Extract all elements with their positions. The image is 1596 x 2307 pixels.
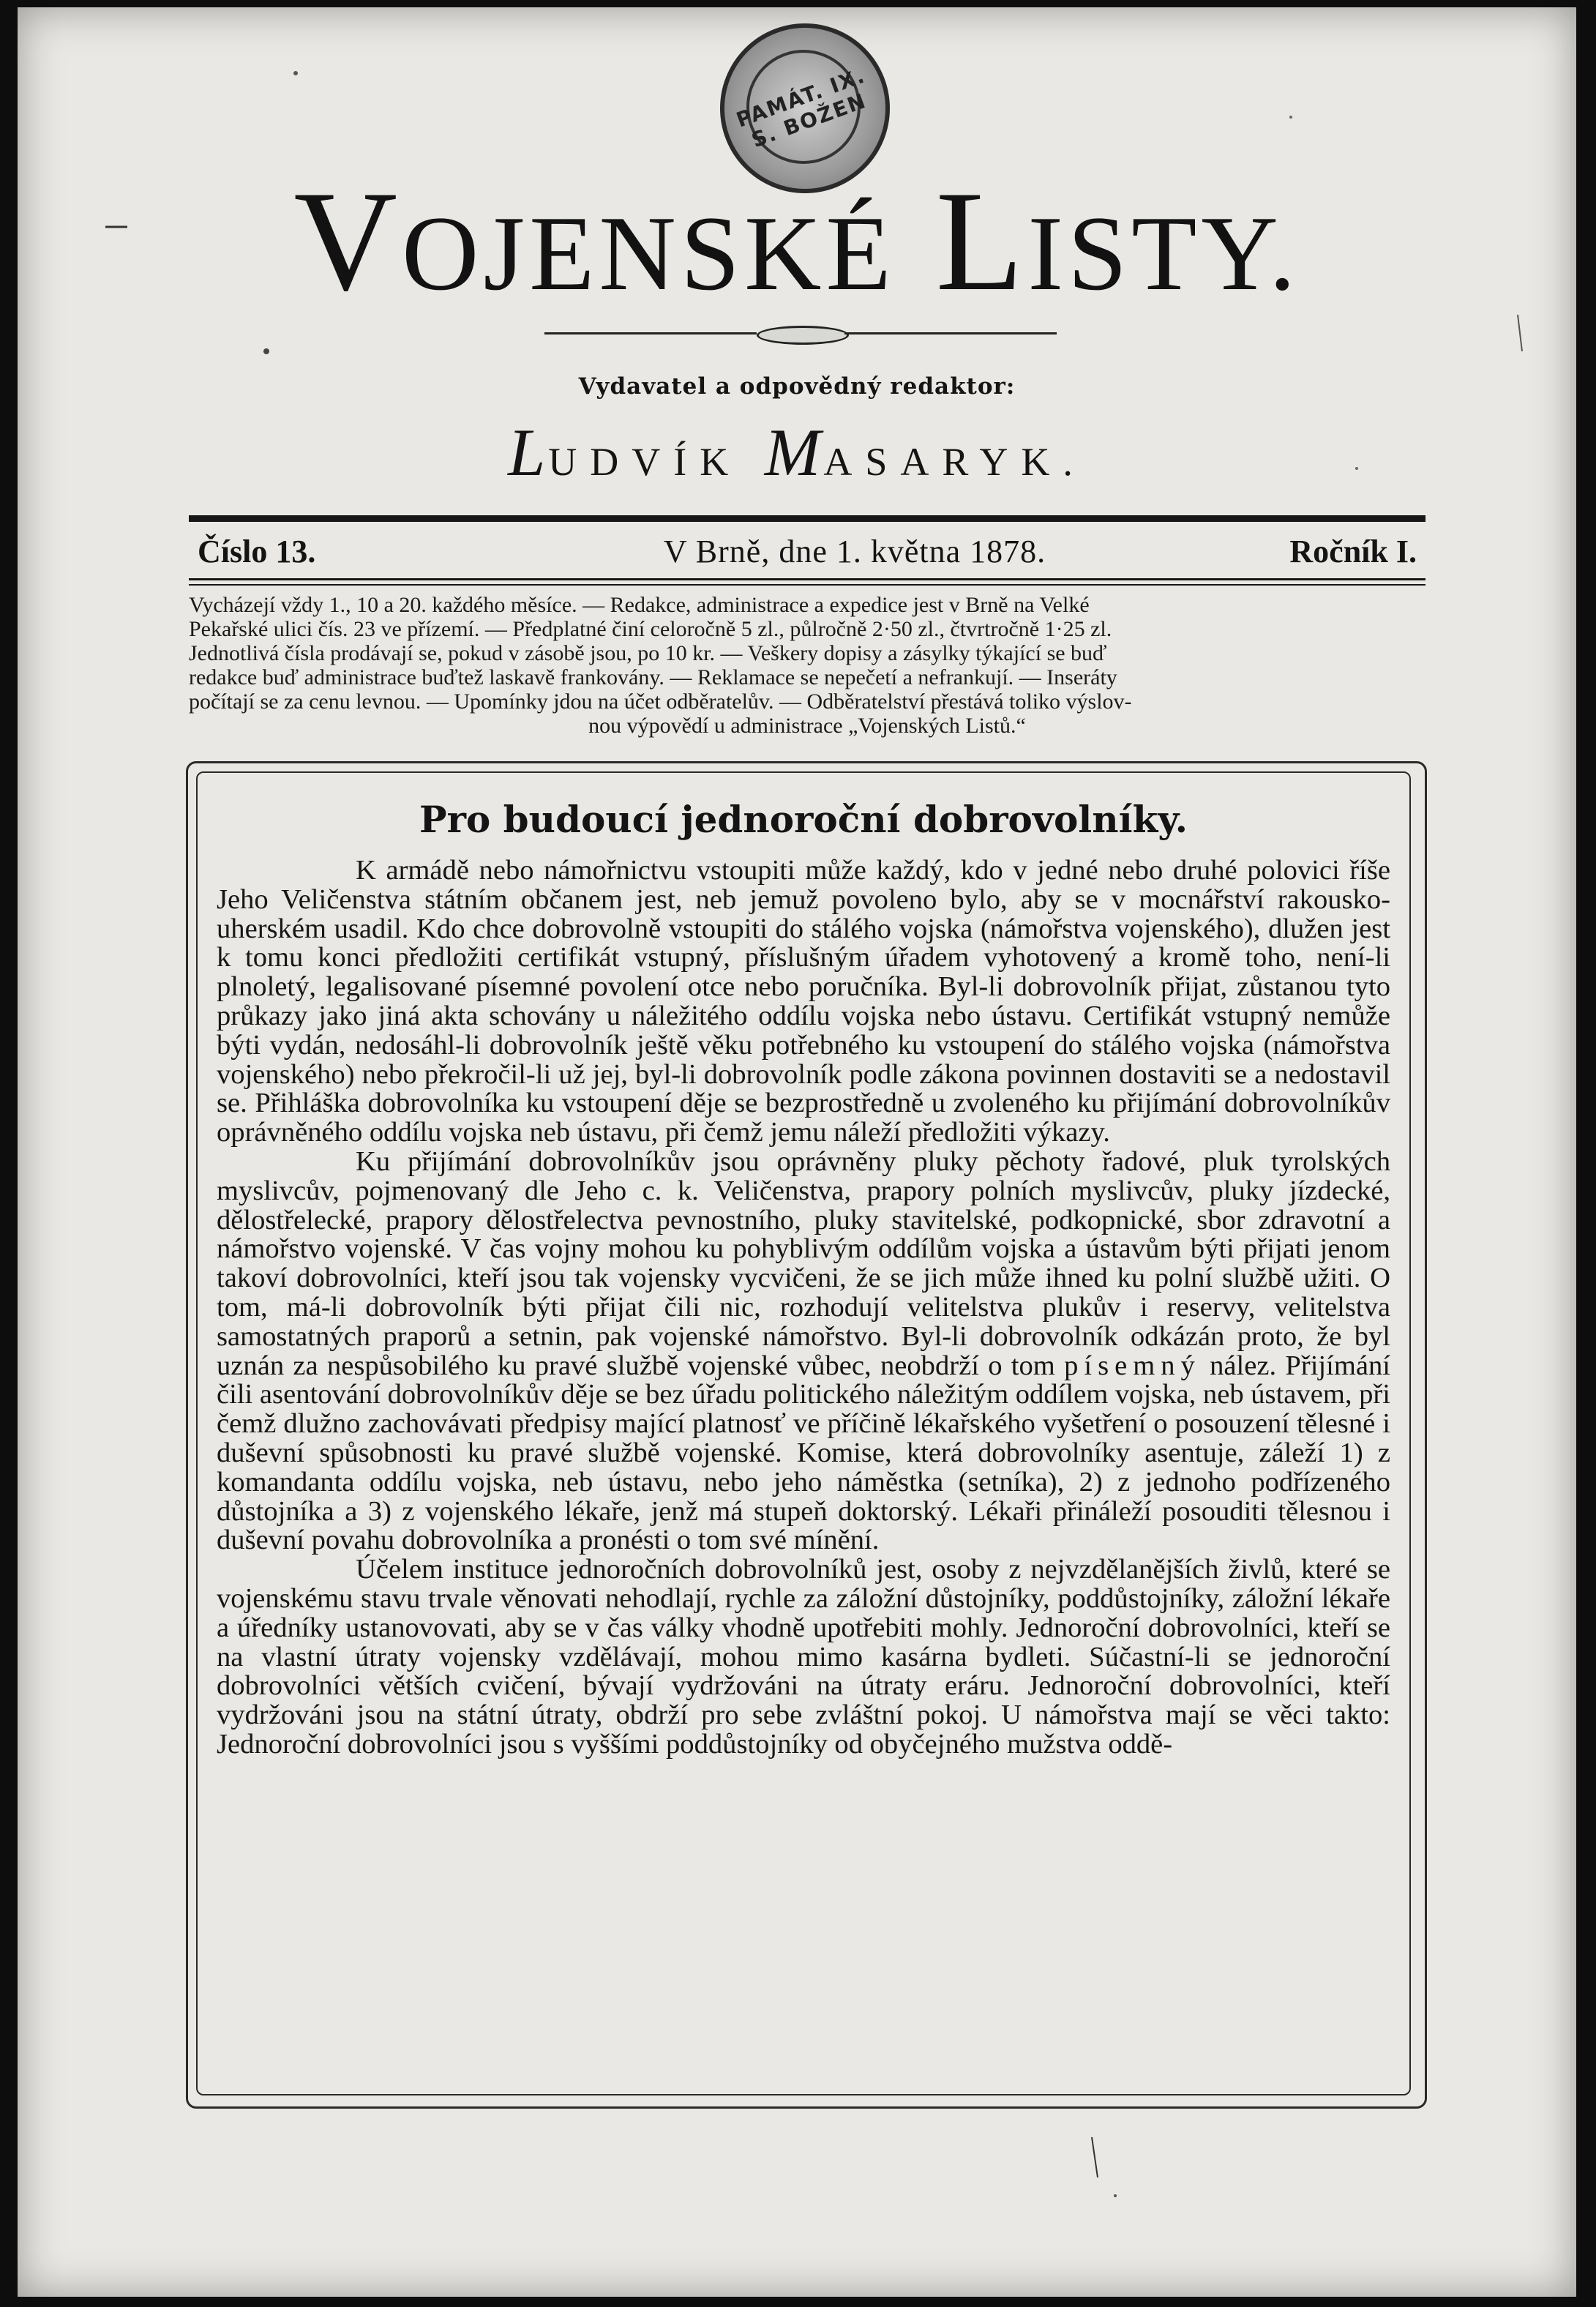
header-rule-top <box>189 515 1425 522</box>
issue-volume: Ročník I. <box>1289 534 1417 569</box>
article-paragraph-3: Účelem instituce jednoročních dobrovolníků jest, osoby z nejvzdělanějších živlů, které se vojenskému stavu trvale věnovati nehodlají, rychle za záložní důstojníky, poddůstojníky, záložní lékaře a úředníky ustanovovati, aby se v čas války vhodně upotřebiti mohly. Jednoroční dobrovolníci, kteří se na vlastní útraty vojensky vzdělávají, mohou mimo kasárna bydleti. Súčastní-li se jednoroční dobrovolníci větších cvičení, bývají vydržováni na útraty eráru. Jednoroční dobrovolníci, kteří vydržováni jsou na státní útraty, obdrží pro sebe zvláštní pokoj. U námořstva mají se věci takto: Jednoroční dobrovolníci jsou s vyššími poddůstojníky od obyčejného mužstva oddě- <box>217 1554 1390 1760</box>
editor-last-name: ASARYK. <box>823 440 1086 484</box>
editor-name <box>18 414 1576 491</box>
header-rule-2 <box>189 584 1425 586</box>
issue-date: V Brně, dne 1. května 1878. <box>663 534 1046 569</box>
issue-number: Číslo 13. <box>198 534 316 569</box>
article-paragraph-2 <box>217 1145 1390 1556</box>
stamp-text: PAMÁT. IX. S. BOŽEN <box>733 63 870 153</box>
paragraph-2-part-b: nález. Přijímání čili asentování dobrovolníkův děje se bez úřadu politického náležitým oddílem vojska, neb ústavem, při čemž dlužno zachovávati předpisy mající platnosť ve příčině lékařského vyšetření o posouzení tělesné i duševní spůsobnosti ku pravé službě vojenské. Komise, která dobrovolníky asentuje, záleží 1) z komandanta oddílu vojska, neb ústavu, nebo jeho náměstka (setníka), 2) z jednoho podřízeného důstojníka a 3) z vojenského lékaře, jenž má stupeň doktorský. Lékaři přináleží posouditi tělesnou i duševní povahu dobrovolníka a pronésti o tom své mínění. <box>217 1350 1390 1556</box>
paragraph-2-part-a: Ku přijímání dobrovolníkův jsou oprávněny pluky pěchoty řadové, pluk tyrolských myslivcův, pojmenovaný dle Jeho c. k. Veličenstva, prapory polních myslivcův, pluky jízdecké, dělostřelecké, prapory dělostřelectva pevnostního, pluky stavitelské, podkopnické, sbor zdravotní a námořstvo vojenské. V čas vojny mohou ku pohyblivým oddílům vojska a ústavům býti přijati jenom takoví dobrovolníci, kteří jsou tak vojensky vycvičeni, že se jich může ihned ku polní službě užiti. O tom, má-li dobrovolník býti přijat čili nic, rozhodují velitelstva plukův i reservy, velitelstva samostatných praporů a setnin, pak vojenské námořstvo. Byl-li dobrovolník odkázán proto, že byl uznán za nespůsobilého ku pravé službě vojenské vůbec, neobdrží o tom <box>217 1145 1390 1381</box>
publisher-label: Vydavatel a odpovědný redaktor: <box>578 373 1016 400</box>
article-body <box>217 856 1390 1760</box>
article-paragraph-1: K armádě nebo námořnictvu vstoupiti může každý, kdo v jedné nebo druhé polovici říše Jeho Veličenstva státním občanem jest, neb jemuž povoleno bylo, aby se v mocnářství rakousko-uherském usadil. Kdo chce dobrovolně vstoupiti do stálého vojska (námořstva vojenského), dlužen jest k tomu konci předložiti certifikát vstupný, příslušným úřadem vyhotovený a kromě toho, není-li plnoletý, legalisované písemné povolení otce nebo poručníka. Byl-li dobrovolník přijat, zůstanou tyto průkazy jako jiná akta schovány u náležitého oddílu vojska nebo ústavu. Certifikát vstupný nemůže býti vydán, nedosáhl-li dobrovolník ještě věku potřebného ku vstoupení do stálého vojska (námořstva vojenského) nebo překročil-li už jej, byl-li dobrovolník podle zákona povinnen dostaviti se a nedostavil se. Přihláška dobrovolníka ku vstoupení děje se bezprostředně u zvoleného ku přijímání dobrovolníkův oprávněného oddílu vojska neb ústavu, při čemž jemu náleží předložiti výkazy. <box>217 855 1390 1148</box>
masthead-initial-1: V <box>293 162 402 321</box>
notice-line: Pekařské ulici čís. 23 ve přízemí. — Předplatné činí celoročně 5 zl., půlročně 2·50 zl., čtvrtročně 1·25 zl. <box>189 617 1112 641</box>
editor-last-initial: M <box>764 415 824 490</box>
notice-line: Vycházejí vždy 1., 10 a 20. každého měsíce. — Redakce, administrace a expedice jest v Brně na Velké <box>189 593 1090 617</box>
masthead-title <box>18 162 1576 326</box>
editor-first-initial: L <box>508 415 549 490</box>
subscription-notice <box>189 593 1425 738</box>
notice-line: počítají se za cenu levnou. — Upomínky jdou na účet odběratelův. — Odběratelství přestává toliko výslov- <box>189 689 1132 714</box>
article-title: Pro budoucí jednoroční dobrovolníky. <box>419 798 1188 841</box>
newspaper-page <box>18 7 1576 2297</box>
header-rule-1 <box>189 578 1425 580</box>
editor-first-name: UDVÍK <box>548 440 742 484</box>
notice-line: Jednotlivá čísla prodávají se, pokud v zásobě jsou, po 10 kr. — Veškery dopisy a zásylky týkající se buď <box>189 641 1107 665</box>
ornament-divider <box>544 326 1057 340</box>
spaced-word: písemný <box>1064 1350 1201 1381</box>
notice-line-last: nou výpovědí u administrace „Vojenských Listů.“ <box>588 714 1026 738</box>
notice-line: redakce buď administrace buďtež laskavě frankovány. — Reklamace se nepečetí a nefrankují. — Inseráty <box>189 665 1117 689</box>
masthead-word-1: OJENSKÉ <box>401 194 896 313</box>
masthead-word-2: ISTY. <box>1027 194 1300 313</box>
issue-line <box>189 533 1425 577</box>
masthead-initial-2: L <box>935 162 1028 321</box>
